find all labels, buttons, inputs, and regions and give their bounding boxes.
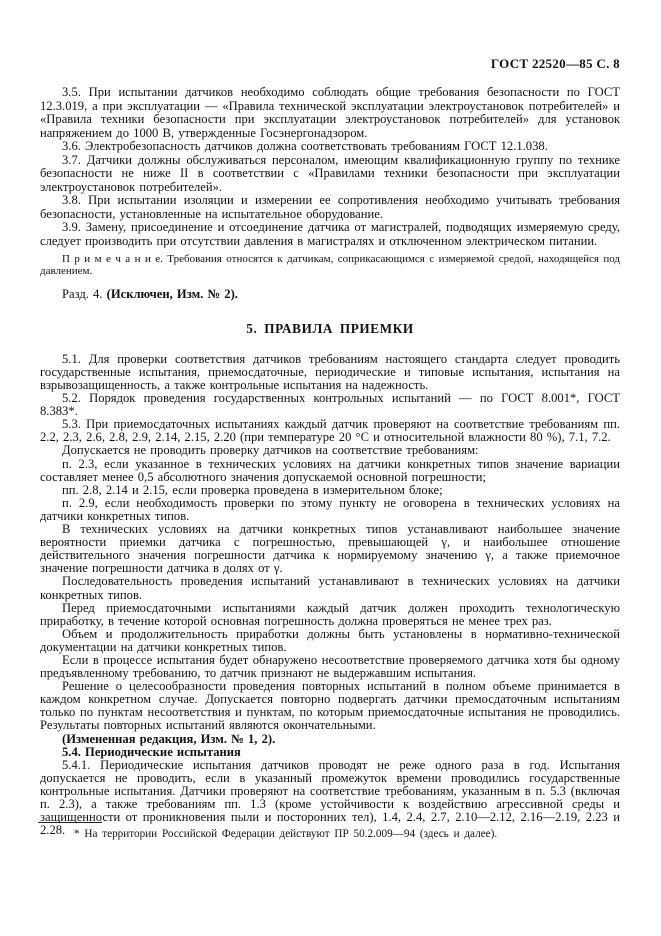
paragraph-3-8: 3.8. При испытании изоляции и измерении ее сопротивления необходимо учитывать требования безопасности, установленные на испытательное оборудование. xyxy=(40,193,620,221)
paragraph-5-3-run-in: Перед приемосдаточными испытаниями каждый датчик должен проходить технологическую приработку, в течение которой основная погрешность должна проверяться не менее трех раз. xyxy=(40,600,620,628)
razd-4-label: Разд. 4. xyxy=(62,286,107,301)
paragraph-5-1: 5.1. Для проверки соответствия датчиков требованиям настоящего стандарта следует проводить государственные испытания, приемосдаточные, периодические и типовые испытания, испытания на взрывозащищенность, а также контрольные испытания на надежность. xyxy=(40,351,620,392)
paragraph-3-5: 3.5. При испытании датчиков необходимо соблюдать общие требования безопасности по ГОСТ 12.3.019, а при эксплуатации — «Правила технической эксплуатации электроустановок потребителей» и «Правила техники безопасности при эксплуатации электроустановок потребителей» для установок напряжением до 1000 В, утвержденные Госэнергонадзором. xyxy=(40,85,620,140)
paragraph-3-6: 3.6. Электробезопасность датчиков должна соответствовать требованиям ГОСТ 12.1.038. xyxy=(62,139,548,153)
paragraph-5-3-allowance: Допускается не проводить проверку датчиков на соответствие требованиям: xyxy=(62,443,479,458)
paragraph-5-3-run-in-scope: Объем и продолжительность приработки должны быть установлены в нормативно-технической документации на датчики конкретных типов. xyxy=(40,626,620,654)
document-body xyxy=(40,86,620,837)
footnote-text: * На территории Российской Федерации действуют ПР 50.2.009—94 (здесь и далее). xyxy=(74,828,498,840)
paragraph-5-4-title: 5.4. Периодические испытания xyxy=(62,744,241,759)
paragraph-3-9: 3.9. Замену, присоединение и отсоединение датчика от магистралей, подводящих измеряемую среду, следует производить при отсутствии давления в магистралях и отключенном электрическом питании. xyxy=(40,220,620,248)
paragraph-5-3-sequence: Последовательность проведения испытаний устанавливают в технических условиях на датчики конкретных типов. xyxy=(40,574,620,602)
paragraph-5-3-tech-conditions: В технических условиях на датчики конкретных типов устанавливают наибольшее значение вероятности приемки датчика с погрешностью, превышающей γ, и наибольшее отношение действительного значения погрешности датчика к нормируемому значению γ, а также приемочное значение погрешности датчика в долях от γ. xyxy=(40,522,620,576)
paragraph-3-7: 3.7. Датчики должны обслуживаться персоналом, имеющим квалификационную группу по технике безопасности не ниже II в соответствии с «Правилами техники безопасности при эксплуатации электроустановок потребителей». xyxy=(40,152,620,194)
paragraph-5-3-item-2-8: пп. 2.8, 2.14 и 2.15, если проверка проведена в измерительном блоке; xyxy=(62,482,443,497)
running-head: ГОСТ 22520—85 С. 8 xyxy=(490,56,620,71)
paragraph-5-2: 5.2. Порядок проведения государственных контрольных испытаний — по ГОСТ 8.001*, ГОСТ 8.383*. xyxy=(40,391,620,419)
paragraph-5-3-retest: Решение о целесообразности проведения повторных испытаний в полном объеме принимается в каждом конкретном случае. Допускается повторно подвергать датчики премосдаточным испытаниям только по пунктам несоответствия и пунктам, по которым приемосдаточные испытания не проводились. Результаты повторных испытаний являются окончательными. xyxy=(40,679,620,733)
section-5-body xyxy=(40,353,620,837)
note-paragraph: П р и м е ч а н и е. Требования относятся к датчикам, соприкасающимся с измеряемой средой, находящейся под давлением. xyxy=(40,253,620,278)
paragraph-5-4-1: 5.4.1. Периодические испытания датчиков проводят не реже одного раза в год. Испытания допускается не проводить, если в указанный промежуток времени проводились государственные контрольные испытания. Датчики проверяют на соответствие требованиям, указанным в п. 5.3 (включая п. 2.3), а также требованиям пп. 1.3 (кроме устойчивости к воздействию агрессивной среды и защищенности от проникновения пыли и посторонних тел), 1.4, 2.4, 2.7, 2.10—2.12, 2.16—2.19, 2.23 и 2.28. xyxy=(40,757,620,838)
paragraph-5-3-item-2-9: п. 2.9, если необходимость проверки по этому пункту не оговорена в технических условиях на датчики конкретных типов. xyxy=(40,495,620,523)
paragraph-5-3-failure: Если в процессе испытания будет обнаружено несоответствие проверяемого датчика хотя бы одному предъявленному требованию, то датчик признают не выдержавшим испытания. xyxy=(40,652,620,681)
footnote-separator xyxy=(38,822,102,823)
paragraph-5-3: 5.3. При приемосдаточных испытаниях каждый датчик проверяют на соответствие требованиям пп. 2.2, 2.3, 2.6, 2.8, 2.9, 2.14, 2.15, 2.20 (при температуре 20 °С и относительной влажности 80 %), 7.1, 7.2. xyxy=(40,417,620,445)
paragraph-razd-4 xyxy=(40,288,620,302)
amended-revision-note: (Измененная редакция, Изм. № 1, 2). xyxy=(62,731,276,746)
razd-4-excluded-note: (Исключен, Изм. № 2). xyxy=(106,286,238,301)
paragraph-5-3-item-2-3: п. 2.3, если указанное в технических условиях на датчики конкретных типов значение вариации составляет менее 0,5 абсолютного значения допускаемой основной погрешности; xyxy=(40,456,620,484)
section-5-heading: 5. ПРАВИЛА ПРИЕМКИ xyxy=(246,321,414,337)
